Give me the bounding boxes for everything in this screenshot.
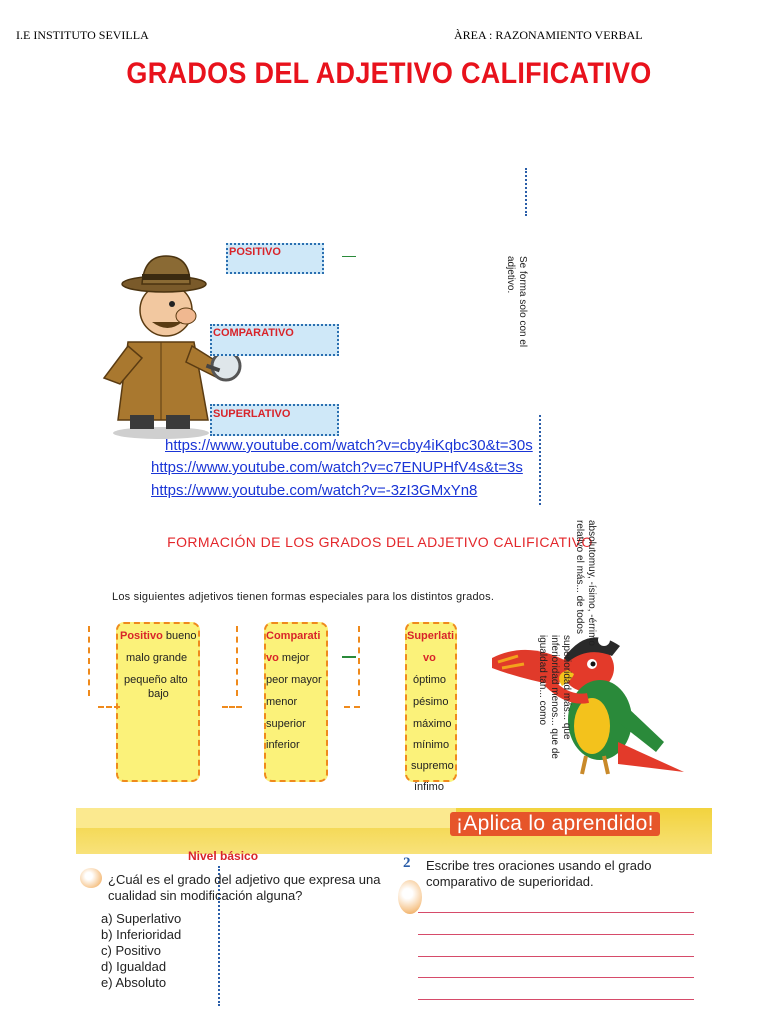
superlativo-note: absolutomuy, -ísimo, -érrimo relativo el más... de todos xyxy=(574,520,597,646)
question-1-options xyxy=(101,911,181,991)
superlativo-label: SUPERLATIVO xyxy=(213,408,291,420)
dotted-connector xyxy=(539,415,541,505)
page-title: GRADOS DEL ADJETIVO CALIFICATIVO xyxy=(126,56,652,90)
col3-header-2: vo xyxy=(423,652,436,664)
answer-line-4[interactable] xyxy=(418,977,694,978)
option-e[interactable]: e) Absoluto xyxy=(101,975,167,990)
col2-cell: superior xyxy=(266,718,306,730)
answer-line-3[interactable] xyxy=(418,956,694,957)
egg-icon xyxy=(398,880,422,914)
answer-line-5[interactable] xyxy=(418,999,694,1000)
area-label: ÀREA : RAZONAMIENTO VERBAL xyxy=(454,28,643,42)
option-c[interactable]: c) Positivo xyxy=(101,943,161,958)
col2-cell: mejor xyxy=(281,652,310,664)
col3-cell: óptimo xyxy=(413,674,447,686)
positivo-box xyxy=(226,243,324,274)
orange-connector xyxy=(98,706,120,708)
comparativo-box xyxy=(210,324,339,356)
superlativo-box xyxy=(210,404,339,436)
col3-cell: supremo xyxy=(411,760,454,772)
apply-banner-highlight xyxy=(76,808,456,828)
answer-line-2[interactable] xyxy=(418,934,694,935)
option-b[interactable]: b) Inferioridad xyxy=(101,927,182,942)
col3-cell: ínfimo xyxy=(414,781,444,793)
connector-line xyxy=(342,656,356,658)
col1-cell: malo grande xyxy=(126,652,188,664)
youtube-link-2[interactable]: https://www.youtube.com/watch?v=c7ENUPHfV4s&t=3s xyxy=(151,459,523,476)
answer-line-1[interactable] xyxy=(418,912,694,913)
col3-cell: mínimo xyxy=(413,739,450,751)
formation-title: FORMACIÓN DE LOS GRADOS DEL ADJETIVO CALIFICATIVO xyxy=(167,534,593,550)
question-2-number: 2 xyxy=(403,855,411,871)
orange-connector xyxy=(236,626,238,696)
superlativo-column xyxy=(405,622,457,782)
col2-header: Comparati xyxy=(266,630,321,642)
col1-cell: bueno xyxy=(165,630,197,642)
question-2-text: Escribe tres oraciones usando el grado comparativo de superioridad. xyxy=(426,858,652,889)
comparativo-column xyxy=(264,622,328,782)
option-d[interactable]: d) Igualdad xyxy=(101,959,167,974)
orange-connector xyxy=(222,706,242,708)
orange-connector xyxy=(344,706,360,708)
youtube-link-1[interactable]: https://www.youtube.com/watch?v=cby4iKqbc30&t=30s xyxy=(165,437,533,454)
col1-cell: pequeño alto xyxy=(124,674,188,686)
col2-cell: peor mayor xyxy=(266,674,322,686)
youtube-link-3[interactable]: https://www.youtube.com/watch?v=-3zI3GMxYn8 xyxy=(151,482,478,499)
comparativo-note: superioridad más... que inferioridad menos... que de igualdad tan... como xyxy=(537,635,572,759)
positivo-label: POSITIVO xyxy=(229,246,281,258)
col1-header: Positivo xyxy=(120,630,163,642)
apply-banner-title: ¡Aplica lo aprendido! xyxy=(450,812,660,836)
col3-header: Superlati xyxy=(407,630,455,642)
positivo-note: Se forma solo con el adjetivo. xyxy=(505,256,528,348)
intro-text: Los siguientes adjetivos tienen formas especiales para los distintos grados. xyxy=(112,591,495,603)
option-a[interactable]: a) Superlativo xyxy=(101,911,182,926)
col2-header-2: vo xyxy=(266,652,279,664)
col2-cell: menor xyxy=(266,696,298,708)
col3-cell: pésimo xyxy=(413,696,449,708)
orange-connector xyxy=(88,626,90,696)
col3-cell: máximo xyxy=(413,718,452,730)
question-1-text: ¿Cuál es el grado del adjetivo que expresa una cualidad sin modificación alguna? xyxy=(108,872,381,903)
dotted-connector xyxy=(525,168,527,216)
col1-cell: bajo xyxy=(148,688,169,700)
egg-icon xyxy=(80,868,102,888)
connector-line xyxy=(342,256,356,257)
col2-cell: inferior xyxy=(266,739,300,751)
level-label: Nivel básico xyxy=(188,849,259,863)
comparativo-label: COMPARATIVO xyxy=(213,327,294,339)
positivo-column xyxy=(116,622,200,782)
school-name: I.E INSTITUTO SEVILLA xyxy=(16,28,149,42)
orange-connector xyxy=(358,626,360,696)
